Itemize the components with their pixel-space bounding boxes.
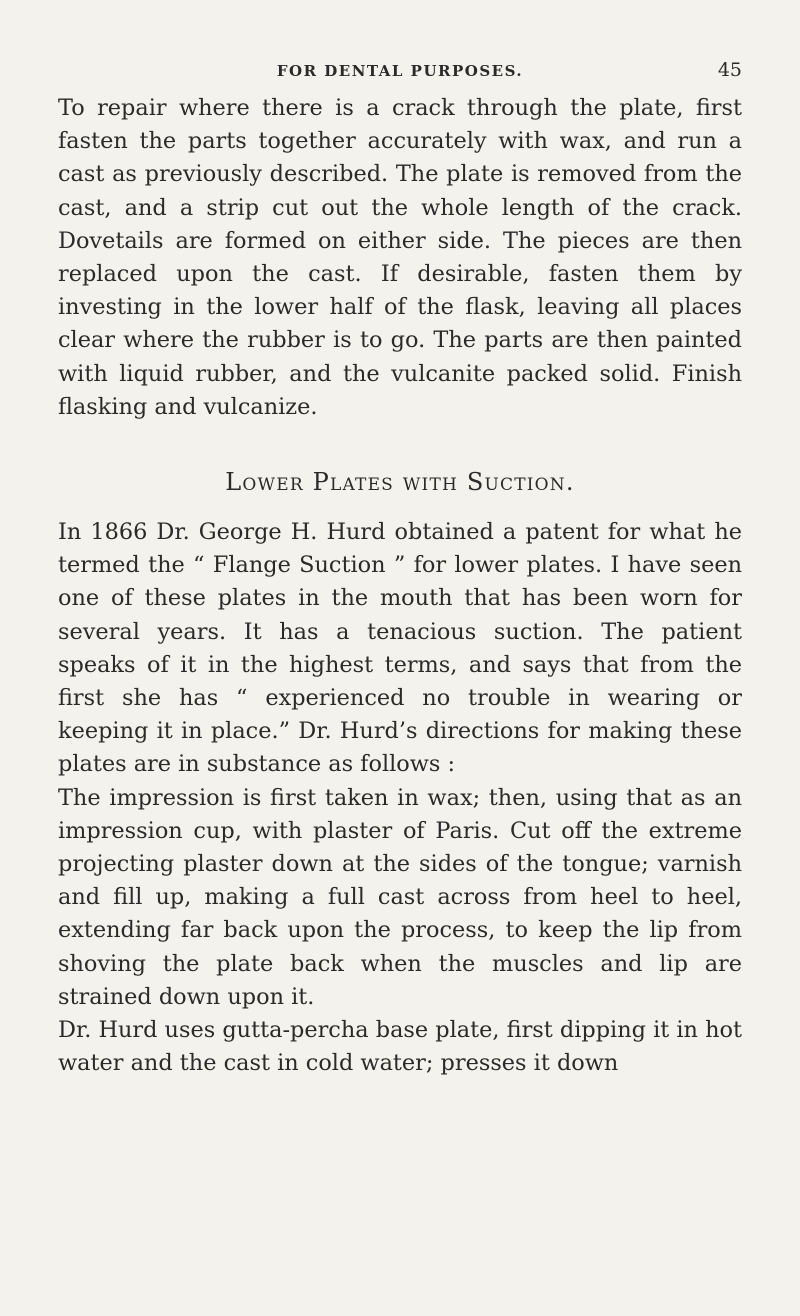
running-title: FOR DENTAL PURPOSES.: [276, 62, 524, 80]
book-page: [58, 59, 742, 1080]
paragraph-crack-repair: To repair where there is a crack through the plate, first fasten the parts together accurately with wax, and run a cast as previously described. The plate is removed from the cast, and a strip cut out the whole length of the crack. Dovetails are formed on either side. The pieces are then replaced upon the cast. If desirable, fasten them by investing in the lower half of the flask, leaving all places clear where the rubber is to go. The parts are then painted with liquid rubber, and the vulcanite packed solid. Finish flasking and vulcanize.: [58, 95, 742, 420]
paragraph-hurd-patent: In 1866 Dr. George H. Hurd obtained a patent for what he termed the “ Flange Suction ” for lower plates. I have seen one of these plates in the mouth that has been worn for several years. It has a tenacious suction. The patient speaks of it in the highest terms, and says that from the first she has “ experienced no trouble in wearing or keeping it in place.” Dr. Hurd’s directions for making these plates are in substance as follows :: [58, 519, 742, 778]
paragraph-impression: The impression is first taken in wax; then, using that as an impression cup, with plaster of Paris. Cut off the extreme projecting plaster down at the sides of the tongue; varnish and fill up, making a full cast across from heel to heel, extending far back upon the process, to keep the lip from shoving the plate back when the muscles and lip are strained down upon it.: [58, 784, 742, 1010]
paragraph-base-plate: Dr. Hurd uses gutta-percha base plate, first dipping it in hot water and the cast in cold water; presses it down: [58, 1017, 742, 1077]
page-number: 45: [717, 59, 742, 81]
section-heading: Lower Plates with Suction.: [225, 468, 575, 497]
running-header: [58, 59, 742, 92]
